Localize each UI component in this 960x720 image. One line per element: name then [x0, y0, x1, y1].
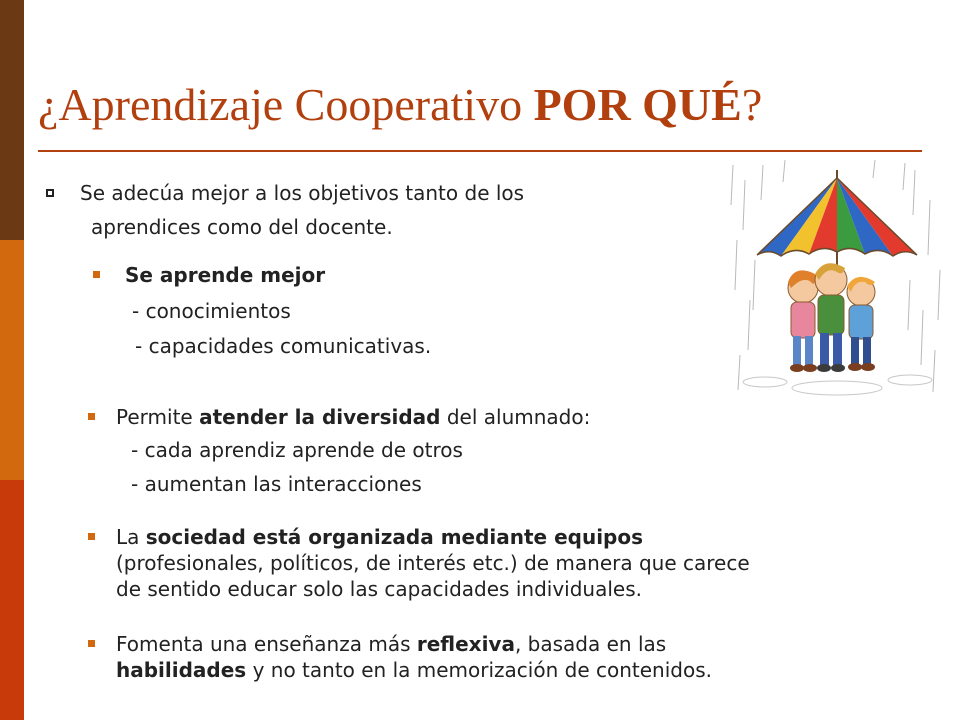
title-question-mark: ? — [741, 79, 763, 130]
point1-line1: Se adecúa mejor a los objetivos tanto de los — [80, 181, 525, 205]
puddles — [743, 375, 932, 395]
slide-title — [38, 78, 762, 131]
square-bullet-icon — [88, 533, 95, 540]
side-bar-bottom — [0, 480, 24, 720]
umbrella-canopy — [757, 170, 917, 256]
point1-line2: aprendices como del docente. — [91, 215, 393, 239]
point5-text-a: Fomenta una enseñanza más — [116, 632, 417, 656]
point3-text-c: del alumnado: — [440, 405, 591, 429]
point3-sub2: - aumentan las interacciones — [131, 472, 422, 496]
point4-line2: (profesionales, políticos, de interés etc.) de manera que carece — [116, 551, 750, 575]
side-bar-top — [0, 0, 24, 240]
square-bullet-icon — [93, 271, 100, 278]
point3-text-a: Permite — [116, 405, 200, 429]
side-bar-middle — [0, 240, 24, 480]
point3-emphasis: atender la diversidad — [199, 405, 441, 429]
point3-line1 — [116, 404, 590, 430]
point2-heading: Se aprende mejor — [125, 263, 326, 287]
title-emphasis: POR QUÉ — [533, 79, 742, 130]
umbrella-kids-illustration — [725, 160, 950, 400]
square-bullet-icon — [88, 413, 95, 420]
kid-right — [847, 277, 875, 371]
point4-text-a: La — [116, 525, 146, 549]
kid-left — [788, 270, 818, 372]
point5-emphasis-1: reflexiva — [416, 632, 515, 656]
point2-sub2: - capacidades comunicativas. — [135, 334, 432, 358]
square-bullet-icon — [88, 640, 95, 647]
title-text: ¿Aprendizaje Cooperativo — [38, 79, 534, 130]
point5-emphasis-2: habilidades — [116, 658, 247, 682]
point4-line1 — [116, 524, 643, 550]
point5-text-c: , basada en las — [514, 632, 667, 656]
point5-line1 — [116, 631, 666, 657]
point5-text-e: y no tanto en la memorización de contenidos. — [246, 658, 712, 682]
point2-sub1: - conocimientos — [132, 299, 291, 323]
point4-line3: de sentido educar solo las capacidades individuales. — [116, 577, 642, 601]
point3-sub1: - cada aprendiz aprende de otros — [131, 438, 463, 462]
hollow-square-bullet-icon — [46, 189, 54, 197]
kid-middle — [815, 263, 847, 372]
title-underline — [38, 150, 922, 152]
point4-emphasis: sociedad está organizada mediante equipos — [145, 525, 644, 549]
point5-line2 — [116, 657, 712, 683]
